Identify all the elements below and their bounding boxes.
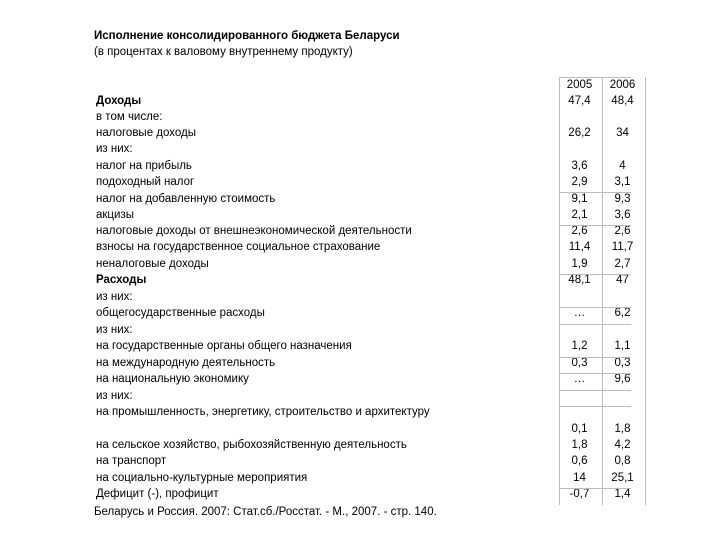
row-divider: [559, 390, 631, 391]
row-divider: [559, 192, 631, 193]
row-label: из них:: [96, 390, 133, 402]
row-label: налог на добавленную стоимость: [96, 193, 276, 205]
row-label: неналоговые доходы: [96, 258, 209, 270]
value-2006: 11,7: [611, 241, 634, 253]
row-label: налоговые доходы от внешнеэкономической деятельности: [96, 225, 412, 237]
row-label: из них:: [96, 291, 133, 303]
row-label: налоговые доходы: [96, 127, 197, 139]
budget-table: [94, 77, 636, 505]
value-2006: 1,8: [614, 423, 631, 435]
row-label: из них:: [96, 324, 133, 336]
value-2006: 2,7: [614, 258, 631, 270]
value-2005: 1,9: [571, 258, 588, 270]
row-label: акцизы: [96, 209, 134, 221]
value-2006: 9,3: [614, 193, 631, 205]
value-2005: …: [573, 373, 586, 385]
row-label: в том числе:: [96, 111, 163, 123]
row-label: налог на прибыль: [96, 160, 192, 172]
column-divider: [559, 77, 560, 505]
value-2006: 3,1: [614, 176, 631, 188]
value-2006: 1,1: [614, 340, 631, 352]
column-divider: [602, 77, 603, 505]
row-divider: [559, 77, 631, 78]
row-divider: [559, 357, 631, 358]
column-divider: [645, 77, 646, 505]
row-label: на государственные органы общего назначения: [96, 340, 352, 352]
value-2006: 47: [616, 274, 629, 286]
row-label: на национальную экономику: [96, 373, 249, 385]
year-header-2005: 2005: [566, 79, 593, 91]
value-2005: 1,8: [571, 439, 588, 451]
document-title: Исполнение консолидированного бюджета Беларуси: [94, 30, 400, 42]
value-2005: 0,3: [571, 357, 588, 369]
value-2006: 4: [619, 160, 626, 172]
row-divider: [559, 406, 631, 407]
row-divider: [559, 307, 631, 308]
value-2005: 2,1: [571, 209, 588, 221]
row-divider: [559, 488, 631, 489]
row-divider: [559, 324, 631, 325]
row-label: Расходы: [96, 274, 147, 286]
value-2005: -0,7: [569, 488, 590, 500]
value-2005: …: [573, 307, 586, 319]
value-2005: 48,1: [568, 274, 591, 286]
value-2005: 14: [573, 472, 586, 484]
value-2005: 0,1: [571, 423, 588, 435]
value-2005: 11,4: [568, 241, 591, 253]
value-2006: 0,3: [614, 357, 631, 369]
value-2005: 26,2: [568, 127, 591, 139]
value-2006: 4,2: [614, 439, 631, 451]
value-2005: 2,9: [571, 176, 588, 188]
value-2006: 25,1: [611, 472, 634, 484]
row-label: на транспорт: [96, 455, 167, 467]
row-label: из них:: [96, 143, 133, 155]
row-label: взносы на государственное социальное страхование: [96, 241, 381, 253]
row-label: на социально-культурные мероприятия: [96, 472, 308, 484]
value-2006: 6,2: [614, 307, 631, 319]
value-2006: 48,4: [611, 95, 634, 107]
value-2006: 0,8: [614, 455, 631, 467]
year-header-2006: 2006: [609, 79, 636, 91]
document-subtitle: (в процентах к валовому внутреннему продукту): [94, 46, 353, 58]
value-2005: 47,4: [568, 95, 591, 107]
row-label: на промышленность, энергетику, строительство и архитектуру: [96, 406, 430, 418]
source-note: Беларусь и Россия. 2007: Стат.сб./Росстат. - М., 2007. - стр. 140.: [94, 506, 437, 518]
value-2006: 34: [616, 127, 629, 139]
row-label: на международную деятельность: [96, 357, 276, 369]
value-2006: 2,6: [614, 225, 631, 237]
value-2006: 1,4: [614, 488, 631, 500]
row-divider: [559, 373, 631, 374]
value-2005: 3,6: [571, 160, 588, 172]
value-2006: 9,6: [614, 373, 631, 385]
row-divider: [559, 225, 631, 226]
value-2005: 1,2: [571, 340, 588, 352]
row-label: Доходы: [96, 95, 142, 107]
value-2005: 9,1: [571, 193, 588, 205]
row-label: общегосударственные расходы: [96, 307, 265, 319]
row-divider: [559, 274, 631, 275]
value-2006: 3,6: [614, 209, 631, 221]
row-label: на сельское хозяйство, рыбохозяйственную деятельность: [96, 439, 407, 451]
row-label: подоходный налог: [96, 176, 195, 188]
value-2005: 2,6: [571, 225, 588, 237]
value-2005: 0,6: [571, 455, 588, 467]
row-label: Дефицит (-), профицит: [96, 488, 219, 500]
